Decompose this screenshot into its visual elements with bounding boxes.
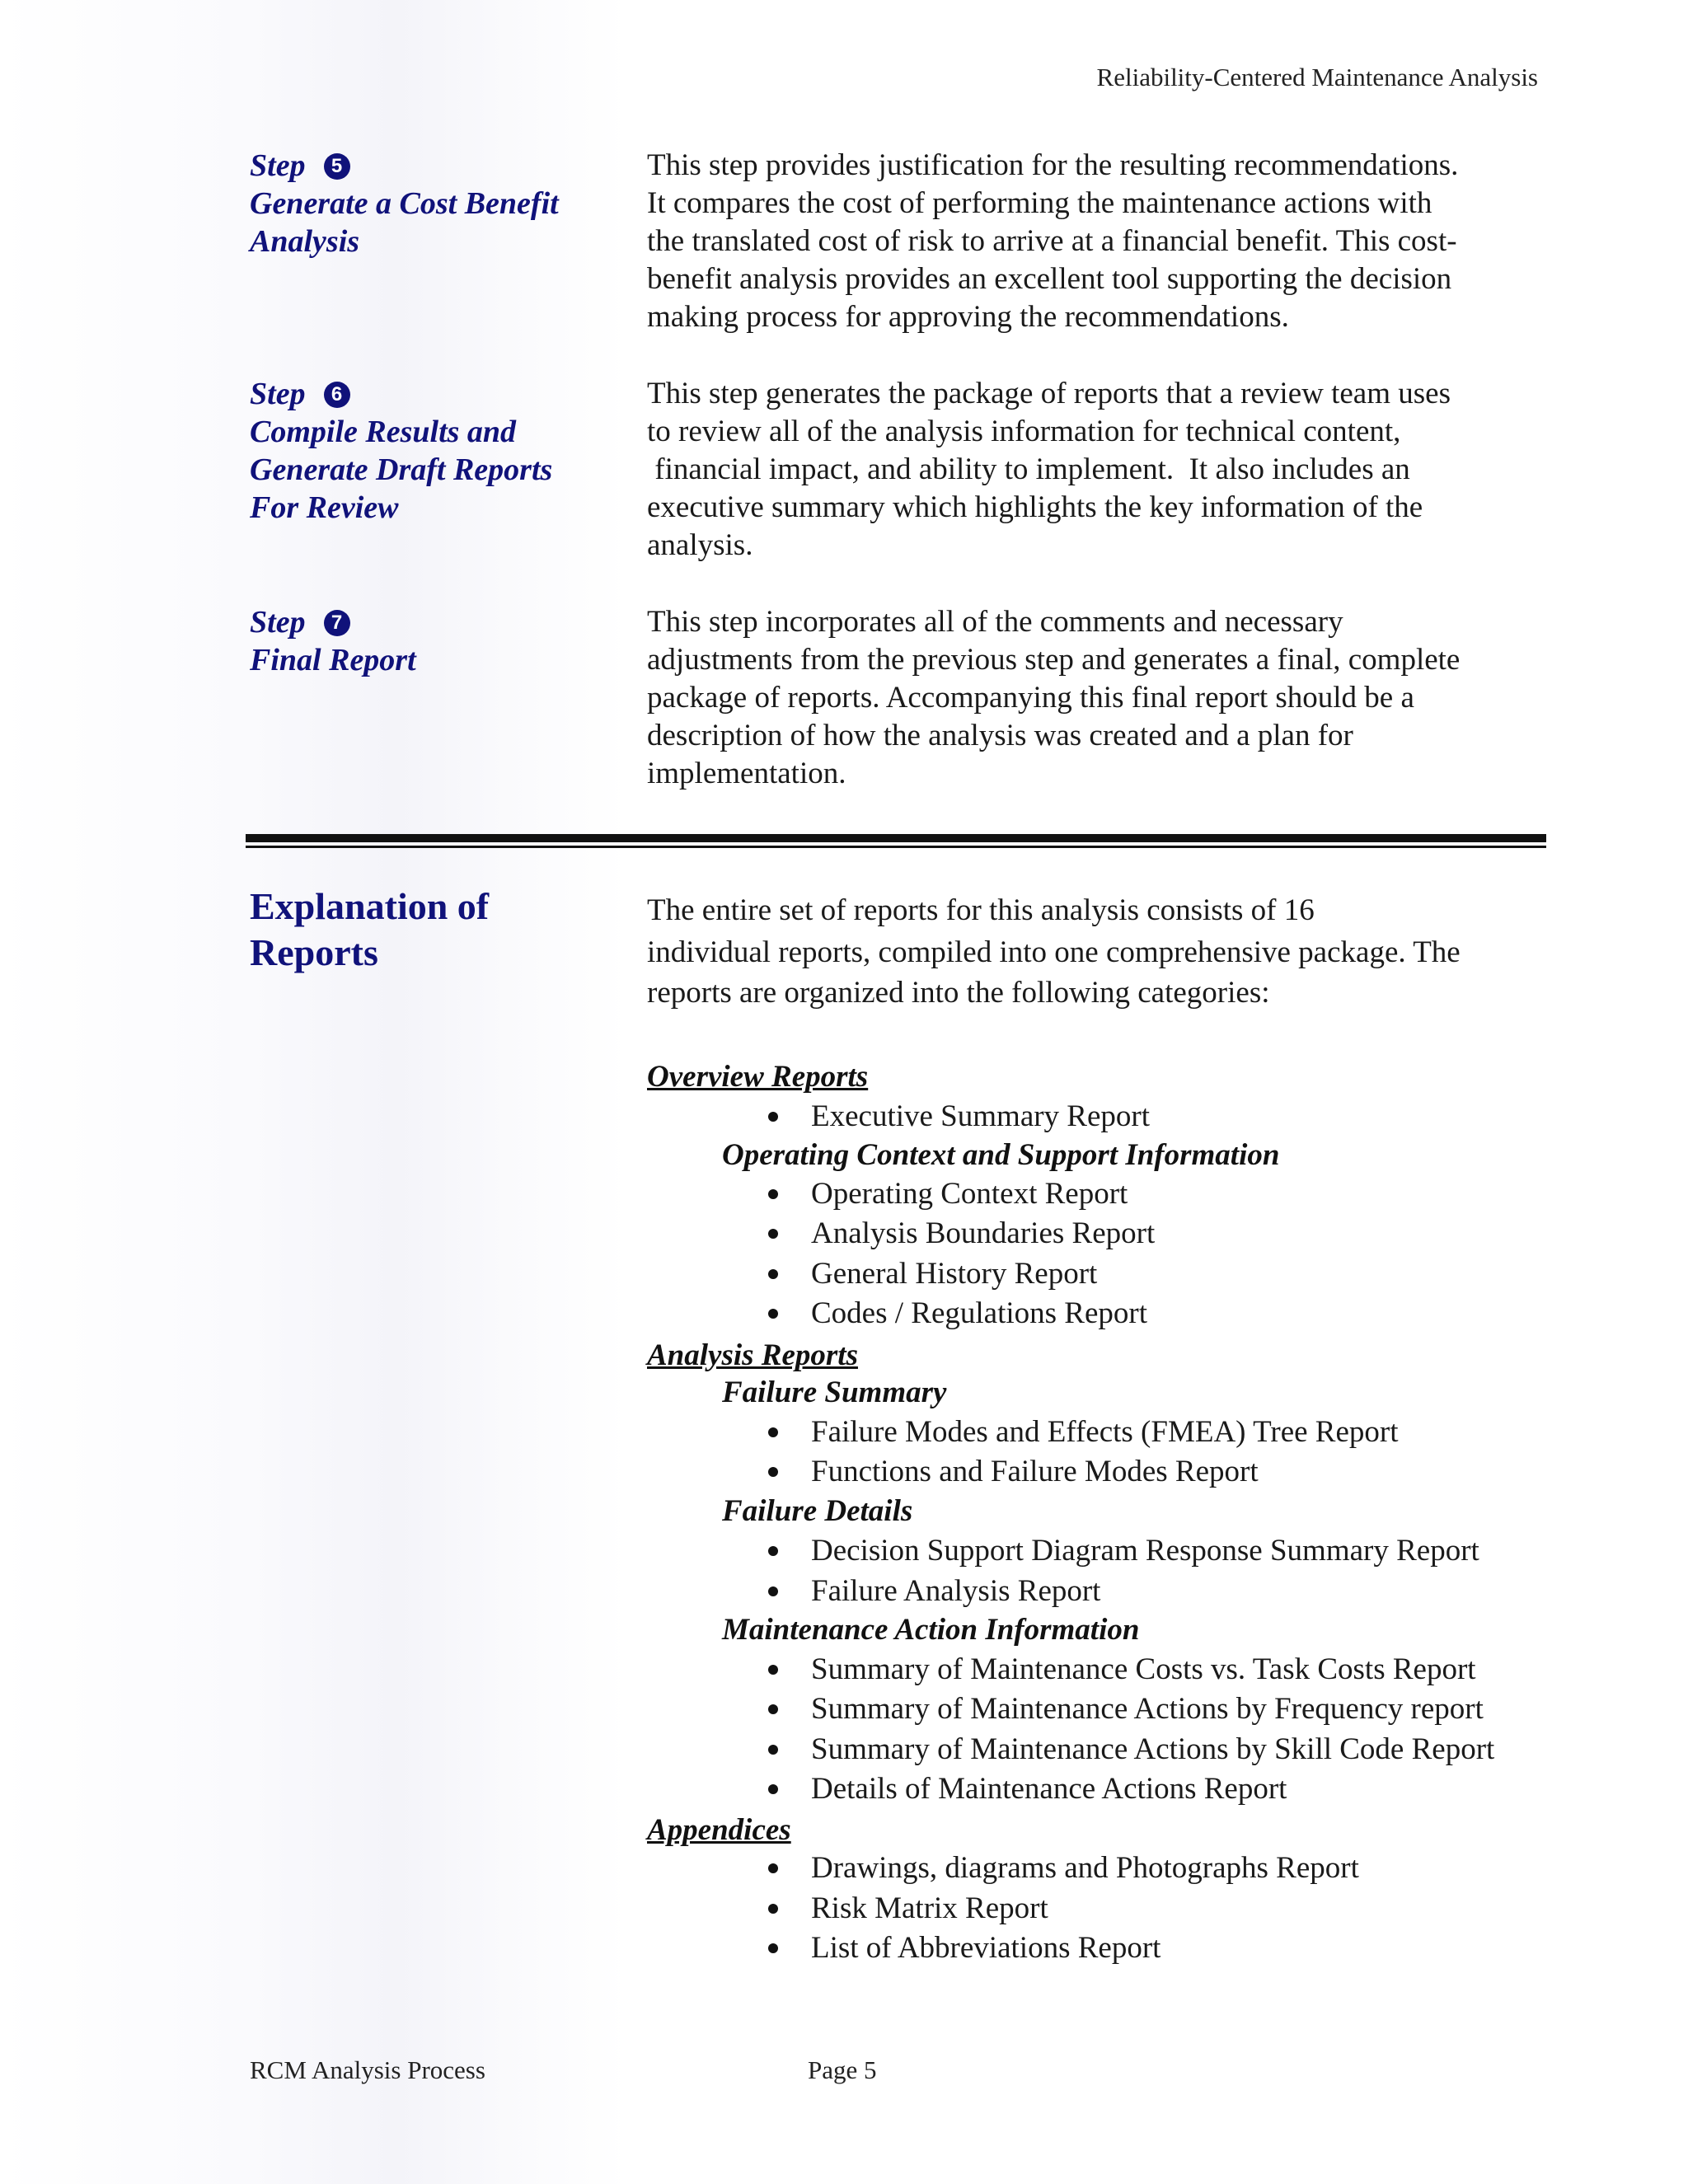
bullet-icon — [768, 1704, 778, 1714]
step-title-line: Generate Draft Reports — [250, 452, 553, 487]
bullet-icon — [768, 1427, 778, 1437]
intro-line: The entire set of reports for this analysis consists of 16 — [647, 893, 1315, 927]
bullet-icon — [768, 1586, 778, 1596]
list-item — [768, 1256, 1097, 1291]
list-item-label: Analysis Boundaries Report — [811, 1216, 1156, 1250]
list-item-label: Executive Summary Report — [811, 1099, 1151, 1133]
list-item-label: Functions and Failure Modes Report — [811, 1455, 1259, 1488]
divider-thick-rule — [246, 834, 1546, 842]
text-line: making process for approving the recommendations. — [647, 300, 1289, 334]
text-line: the translated cost of risk to arrive at a financial benefit. This cost- — [647, 224, 1457, 258]
category-heading: Appendices — [647, 1813, 791, 1847]
list-item-label: Details of Maintenance Actions Report — [811, 1772, 1287, 1806]
footer-page-number: Page 5 — [808, 2055, 877, 2084]
bullet-icon — [768, 1112, 778, 1122]
step-7-label — [250, 603, 612, 679]
list-item-label: Decision Support Diagram Response Summary Report — [811, 1534, 1479, 1568]
list-item-label: Failure Modes and Effects (FMEA) Tree Report — [811, 1415, 1399, 1449]
list-item — [768, 1930, 1160, 1966]
heading-line: Reports — [250, 931, 378, 973]
list-item — [768, 1850, 1359, 1886]
list-item — [768, 1176, 1128, 1212]
subcategory-heading: Failure Summary — [722, 1376, 947, 1409]
category-heading: Analysis Reports — [647, 1338, 858, 1372]
bullet-icon — [768, 1546, 778, 1556]
list-item — [768, 1216, 1155, 1251]
text-line: This step provides justification for the resulting recommendations. — [647, 148, 1459, 182]
step-number-badge: 7 — [324, 610, 350, 636]
list-item-label: Summary of Maintenance Actions by Skill Code Report — [811, 1732, 1495, 1766]
text-line: benefit analysis provides an excellent tool supporting the decision — [647, 262, 1452, 296]
step-title-line: Final Report — [250, 643, 416, 677]
step-number-badge: 5 — [324, 153, 350, 180]
sidebar-shading — [0, 0, 626, 2184]
list-item — [768, 1732, 1494, 1767]
text-line: adjustments from the previous step and generates a final, complete — [647, 643, 1461, 677]
text-line: analysis. — [647, 528, 753, 562]
bullet-icon — [768, 1189, 778, 1199]
list-item — [768, 1533, 1479, 1568]
text-line: package of reports. Accompanying this final report should be a — [647, 681, 1414, 715]
bullet-icon — [768, 1665, 778, 1675]
category-heading: Overview Reports — [647, 1060, 869, 1094]
bullet-icon — [768, 1784, 778, 1794]
bullet-icon — [768, 1309, 778, 1319]
list-item — [768, 1296, 1147, 1331]
intro-line: reports are organized into the following categories: — [647, 976, 1270, 1010]
list-item-label: Drawings, diagrams and Photographs Report — [811, 1851, 1359, 1885]
step-word: Step — [250, 377, 306, 411]
divider-thin-rule — [246, 846, 1546, 848]
list-item — [768, 1099, 1150, 1134]
step-5-label — [250, 147, 612, 260]
list-item — [768, 1573, 1100, 1609]
list-item-label: Operating Context Report — [811, 1177, 1128, 1211]
text-line: description of how the analysis was created and a plan for — [647, 719, 1353, 752]
explanation-intro — [647, 890, 1570, 1012]
list-item — [768, 1691, 1484, 1727]
step-word: Step — [250, 148, 306, 183]
step-word: Step — [250, 605, 306, 640]
list-item-label: Failure Analysis Report — [811, 1574, 1101, 1608]
list-item-label: Codes / Regulations Report — [811, 1296, 1147, 1330]
bullet-icon — [768, 1229, 778, 1239]
step-5-description — [647, 147, 1554, 336]
bullet-icon — [768, 1467, 778, 1477]
list-item — [768, 1414, 1399, 1450]
list-item-label: List of Abbreviations Report — [811, 1931, 1161, 1965]
text-line: This step generates the package of reports that a review team uses — [647, 377, 1451, 410]
list-item-label: Risk Matrix Report — [811, 1891, 1048, 1925]
subcategory-heading: Operating Context and Support Information — [722, 1138, 1280, 1172]
list-item-label: Summary of Maintenance Actions by Frequency report — [811, 1692, 1484, 1726]
bullet-icon — [768, 1863, 778, 1873]
step-title-line: Generate a Cost Benefit — [250, 186, 559, 221]
subcategory-heading: Failure Details — [722, 1494, 913, 1528]
step-6-label — [250, 375, 612, 527]
section-divider — [246, 834, 1546, 848]
text-line: executive summary which highlights the key information of the — [647, 490, 1423, 524]
step-title-line: Analysis — [250, 224, 360, 259]
text-line: implementation. — [647, 757, 846, 790]
running-header: Reliability-Centered Maintenance Analysis — [1096, 63, 1538, 91]
step-title-line: Compile Results and — [250, 415, 517, 449]
text-line: This step incorporates all of the comments and necessary — [647, 605, 1343, 639]
text-line: financial impact, and ability to implement. It also includes an — [647, 452, 1410, 486]
bullet-icon — [768, 1269, 778, 1279]
text-line: It compares the cost of performing the maintenance actions with — [647, 186, 1432, 220]
footer-document-title: RCM Analysis Process — [250, 2055, 485, 2084]
list-item-label: General History Report — [811, 1257, 1098, 1291]
list-item — [768, 1652, 1476, 1687]
subcategory-heading: Maintenance Action Information — [722, 1613, 1140, 1647]
step-title-line: For Review — [250, 490, 399, 525]
explanation-heading — [250, 883, 489, 976]
text-line: to review all of the analysis information for technical content, — [647, 415, 1401, 448]
list-item — [768, 1771, 1287, 1807]
list-item — [768, 1454, 1259, 1489]
bullet-icon — [768, 1904, 778, 1914]
bullet-icon — [768, 1745, 778, 1755]
step-number-badge: 6 — [324, 382, 350, 408]
intro-line: individual reports, compiled into one comprehensive package. The — [647, 935, 1461, 969]
step-7-description — [647, 603, 1554, 793]
bullet-icon — [768, 1943, 778, 1953]
list-item — [768, 1891, 1048, 1926]
step-6-description — [647, 375, 1554, 565]
heading-line: Explanation of — [250, 885, 490, 927]
list-item-label: Summary of Maintenance Costs vs. Task Costs Report — [811, 1652, 1476, 1686]
